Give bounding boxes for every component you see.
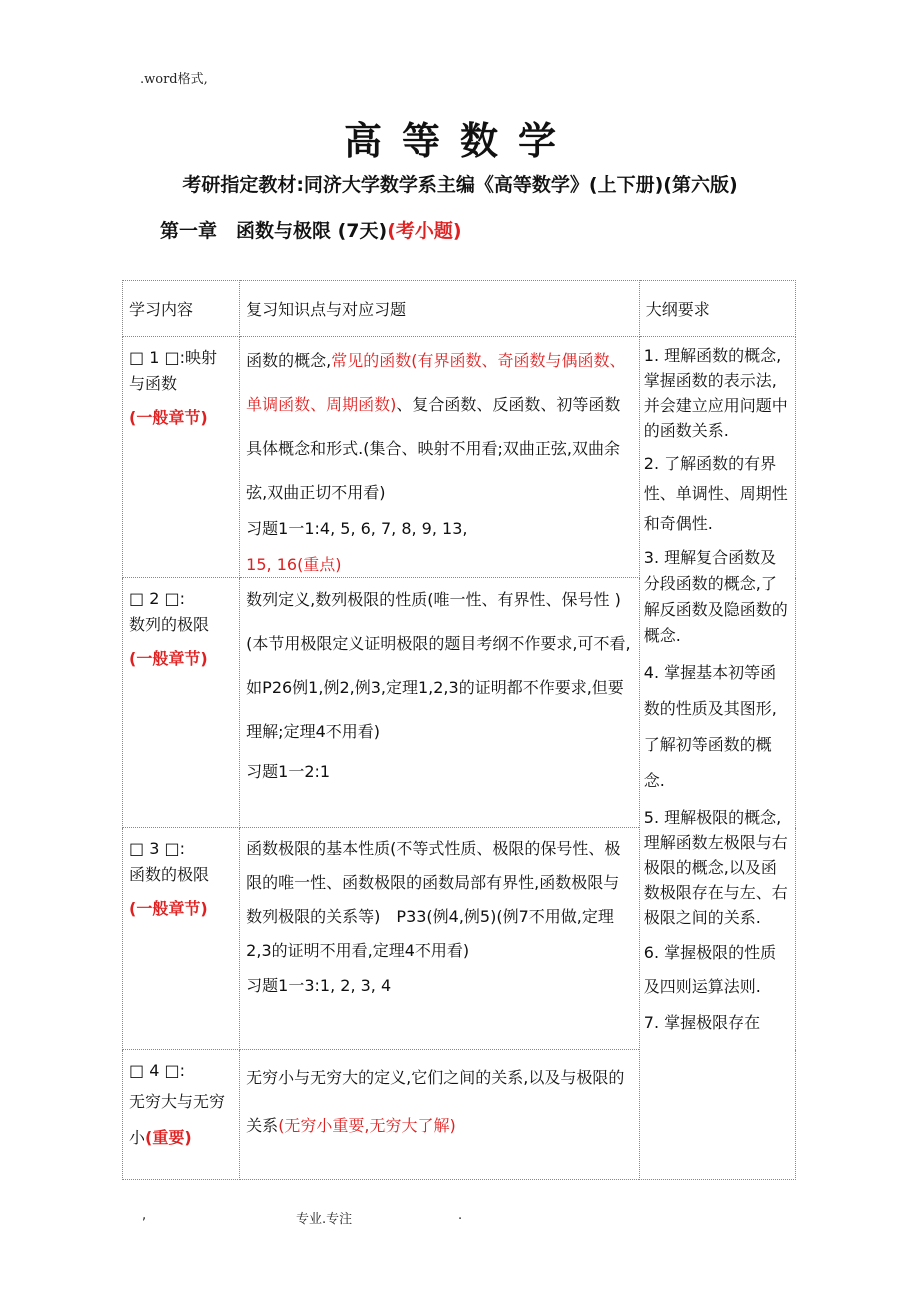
content-intro: 函数的概念, <box>246 351 332 370</box>
exercise-text: 习题1一1:4, 5, 6, 7, 8, 9, 13, <box>246 519 468 538</box>
topic-tag: (一般章节) <box>129 649 208 668</box>
topic-tag: (重要) <box>145 1128 192 1147</box>
content-text: 数列定义,数列极限的性质(唯一性、有界性、保号性 )(本节用极限定义证明极限的题目考纲不作要求,可不看,如P26例1,例2,例3,定理1,2,3的证明都不作要求,但要理解;定理4不用看) <box>246 590 631 741</box>
chapter-heading <box>160 216 462 243</box>
topic-name: 函数的极限 <box>129 865 210 884</box>
topic-name: 与函数 <box>129 374 178 393</box>
topic-name-wrap <box>129 1084 235 1156</box>
content-cell <box>240 828 640 1050</box>
requirement-item: 7. 掌握极限存在 <box>643 1013 761 1032</box>
content-highlight: (无穷小重要,无穷大了解) <box>278 1116 456 1135</box>
exercise-text: 习题1一3:1, 2, 3, 4 <box>246 976 392 995</box>
exercise-highlight: 15, 16(重点) <box>246 555 342 574</box>
topic-tag: (一般章节) <box>129 408 208 427</box>
content-cell <box>240 1050 640 1180</box>
requirement-item: 5. 理解极限的概念,理解函数左极限与右极限的概念,以及函数极限存在与左、右极限之间的关系. <box>643 808 788 927</box>
header-cell-content: 学习内容 <box>123 281 240 337</box>
chapter-label: 第一章 函数与极限 (7天) <box>160 220 388 242</box>
table-header-row <box>123 281 796 337</box>
topic-cell <box>123 578 240 828</box>
content-cell <box>240 578 640 828</box>
chapter-tag: (考小题) <box>387 220 462 242</box>
document-subtitle: 考研指定教材:同济大学数学系主编《高等数学》(上下册)(第六版) <box>182 174 738 196</box>
header-cell-topics: 复习知识点与对应习题 <box>240 281 640 337</box>
table-row <box>123 337 796 578</box>
content-text: 无穷小与无穷大的定义,它们之间的关系,以及与极限的关系 <box>246 1068 625 1135</box>
topic-number: □ 2 □: <box>129 589 185 608</box>
document-title: 高等数学 <box>343 119 576 163</box>
topic-name: 无穷大与无穷小 <box>129 1092 226 1147</box>
header-cell-requirements: 大纲要求 <box>639 281 795 337</box>
content-text: 函数极限的基本性质(不等式性质、极限的保号性、极限的唯一性、函数极限的函数局部有界性,函数极限与数列极限的关系等) P33(例4,例5)(例7不用做,定理2,3的证明不用看,定理4不用看) <box>246 839 621 960</box>
requirement-item: 2. 了解函数的有界性、单调性、周期性和奇偶性. <box>643 454 788 533</box>
topic-cell <box>123 337 240 578</box>
requirement-item: 3. 理解复合函数及分段函数的概念,了解反函数及隐函数的概念. <box>643 548 788 645</box>
footer-center: 专业.专注 <box>296 1212 353 1227</box>
requirement-item: 1. 理解函数的概念,掌握函数的表示法,并会建立应用问题中的函数关系. <box>643 346 788 440</box>
requirement-item: 6. 掌握极限的性质及四则运算法则. <box>643 943 777 996</box>
topic-number: □ 3 □: <box>129 839 185 858</box>
syllabus-table <box>122 280 796 1180</box>
footer-right: . <box>458 1208 463 1223</box>
requirements-cell <box>639 337 795 1180</box>
footer-left: , <box>142 1208 147 1223</box>
content-highlight: 常见的函数(有界函数、奇函数与偶函数、单调函数、周期函数) <box>246 351 626 414</box>
requirement-item: 4. 掌握基本初等函数的性质及其图形,了解初等函数的概念. <box>643 663 777 790</box>
content-rest: 、复合函数、反函数、初等函数具体概念和形式.(集合、映射不用看;双曲正弦,双曲余弦,双曲正切不用看) <box>246 395 621 502</box>
exercise-text: 习题1一2:1 <box>246 762 331 781</box>
topic-cell <box>123 1050 240 1180</box>
header-note: .word格式, <box>140 72 208 87</box>
topic-tag: (一般章节) <box>129 899 208 918</box>
topic-number: □ 1 □:映射 <box>129 348 217 367</box>
topic-cell <box>123 828 240 1050</box>
topic-number: □ 4 □: <box>129 1061 185 1080</box>
content-cell <box>240 337 640 578</box>
topic-name: 数列的极限 <box>129 615 210 634</box>
